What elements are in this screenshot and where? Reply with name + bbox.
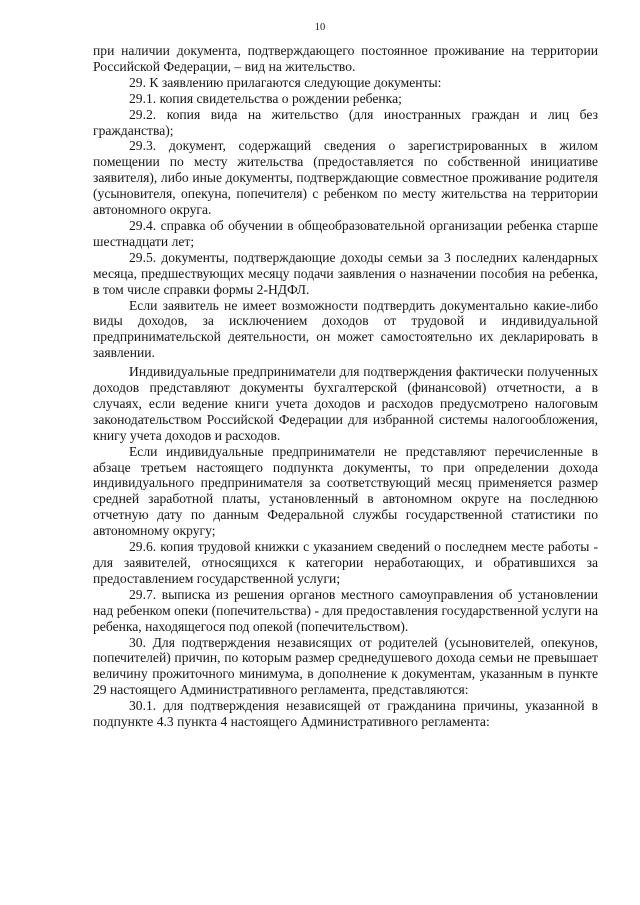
paragraph-cont: при наличии документа, подтверждающего постоянное проживание на территории Российской Федерации, – вид на жительство. [93, 43, 598, 74]
paragraph-p29-6: 29.6. копия трудовой книжки с указанием сведений о последнем месте работы - для заявителей, относящихся к категории неработающих, и обратившихся за предоставлением государственной услуги; [93, 539, 598, 586]
paragraph-p29-4: 29.4. справка об обучении в общеобразовательной организации ребенка старше шестнадцати лет; [93, 217, 598, 249]
document-body [93, 43, 598, 730]
paragraph-p30: 30. Для подтверждения независящих от родителей (усыновителей, опекунов, попечителей) причин, по которым размер среднедушевого дохода семьи не превышает величину прожиточного минимума, в дополнение к документам, указанным в пункте 29 настоящего Административного регламента, представляются: [93, 634, 598, 698]
paragraph-p29-3: 29.3. документ, содержащий сведения о зарегистрированных в жилом помещении по месту жительства (предоставляется по собственной инициативе заявителя), либо иные документы, подтверждающие совместное проживание родителя (усыновителя, опекуна, попечителя) с ребенком по месту жительства на территории автономного округа. [93, 138, 598, 218]
paragraph-p30-1: 30.1. для подтверждения независящей от гражданина причины, указанной в подпункте 4.3 пункта 4 настоящего Административного регламента: [93, 698, 598, 730]
paragraph-p29-7: 29.7. выписка из решения органов местного самоуправления об установлении над ребенком опеки (попечительства) - для предоставления государственной услуги на ребенка, находящегося под опекой (попечительством). [93, 586, 598, 634]
paragraph-p29-5-b: Если заявитель не имеет возможности подтвердить документально какие-либо виды доходов, за исключением доходов от трудовой и индивидуальной предпринимательской деятельности, он может самостоятельно их декларировать в заявлении. [93, 297, 598, 361]
paragraph-p29-5-c: Индивидуальные предприниматели для подтверждения фактически полученных доходов представляют документы бухгалтерской (финансовой) отчетности, а в случаях, если ведение книги учета доходов и расходов предусмотрено налоговым законодательством Российской Федерации для избранной системы налогообложения, книгу учета доходов и расходов. [93, 364, 598, 443]
paragraph-p29: 29. К заявлению прилагаются следующие документы: [129, 74, 442, 90]
paragraph-p29-2: 29.2. копия вида на жительство (для иностранных граждан и лиц без гражданства); [93, 106, 598, 138]
page-number: 10 [314, 22, 326, 33]
paragraph-p29-5: 29.5. документы, подтверждающие доходы семьи за 3 последних календарных месяца, предшествующих месяцу подачи заявления о назначении пособия на ребенка, в том числе справки формы 2-НДФЛ. [93, 249, 598, 297]
paragraph-p29-1: 29.1. копия свидетельства о рождении ребенка; [129, 90, 402, 106]
paragraph-p29-5-d: Если индивидуальные предприниматели не представляют перечисленные в абзаце третьем настоящего подпункта документы, то при определении дохода индивидуального предпринимателя за соответствующий месяц применяется размер средней заработной платы, установленный в автономном округе на последнюю отчетную дату по данным Федеральной службы государственной статистики по автономному округу; [93, 443, 598, 539]
